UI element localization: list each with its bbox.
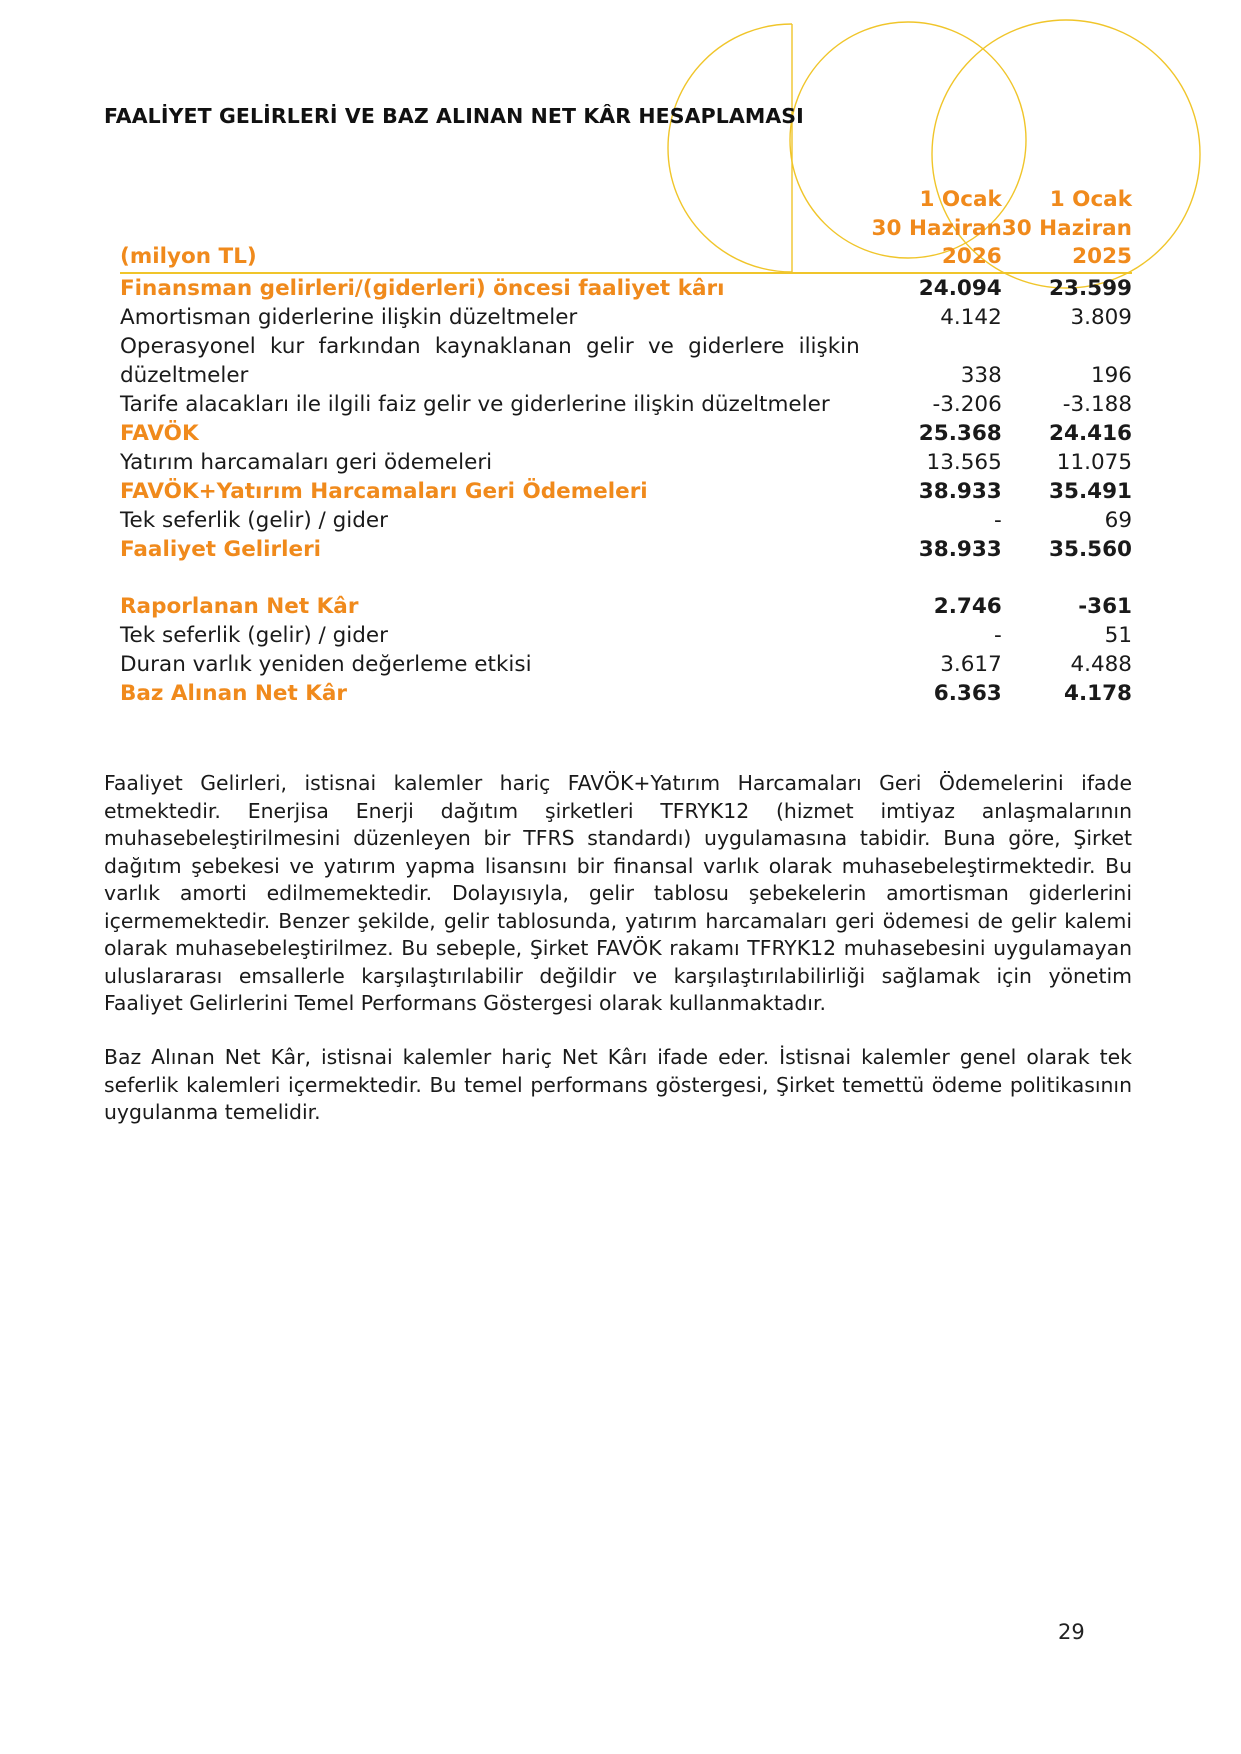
row-value-2025: 23.599 bbox=[1049, 275, 1132, 301]
row-value-2025: -361 bbox=[1078, 593, 1132, 619]
row-label: Faaliyet Gelirleri bbox=[120, 536, 322, 562]
row-value-2025: 35.560 bbox=[1049, 536, 1132, 562]
row-value-2026: 24.094 bbox=[918, 275, 1002, 301]
row-value-2026: -3.206 bbox=[932, 391, 1002, 417]
row-label: Duran varlık yeniden değerleme etkisi bbox=[120, 651, 532, 677]
table-row bbox=[120, 303, 1132, 332]
column-header-2026: 1 Ocak 30 Haziran 2026 bbox=[860, 186, 1002, 273]
row-value-2025: 51 bbox=[1104, 622, 1132, 648]
financial-table bbox=[120, 186, 1132, 708]
row-label: Operasyonel kur farkından kaynaklanan gelir ve giderlere ilişkin düzeltmeler bbox=[120, 333, 860, 388]
page-number: 29 bbox=[1058, 1620, 1085, 1644]
row-value-2026: 3.617 bbox=[940, 651, 1002, 677]
row-value-2026: 13.565 bbox=[926, 449, 1002, 475]
row-label: FAVÖK bbox=[120, 420, 199, 446]
row-value-2025: 4.178 bbox=[1063, 680, 1132, 706]
row-label: Tek seferlik (gelir) / gider bbox=[120, 622, 388, 648]
row-value-2025: 3.809 bbox=[1070, 304, 1132, 330]
table-row bbox=[120, 390, 1132, 419]
column-header-2025: 1 Ocak 30 Haziran 2025 bbox=[1002, 186, 1132, 273]
table-spacer-row bbox=[120, 564, 1132, 592]
row-value-2025: 24.416 bbox=[1049, 420, 1132, 446]
table-row bbox=[120, 419, 1132, 448]
row-value-2025: 11.075 bbox=[1056, 449, 1132, 475]
explanation-paragraph-operating-income: Faaliyet Gelirleri, istisnai kalemler hariç FAVÖK+Yatırım Harcamaları Geri Ödemelerini ifade etmektedir. Enerjisa Enerji dağıtım şirketleri TFRYK12 (hizmet imtiyaz anlaşmalarının muhasebeleştirilmesini düzenleyen bir TFRS standardı) uygulamasına tabidir. Buna göre, Şirket dağıtım şebekesi ve yatırım yapma lisansını bir finansal varlık olarak muhasebeleştirmektedir. Bu varlık amorti edilmemektedir. Dolayısıyla, gelir tablosu şebekelerin amortisman giderlerini içermemektedir. Benzer şekilde, gelir tablosunda, yatırım harcamaları geri ödemesi de gelir kalemi olarak muhasebeleştirilmez. Bu sebeple, Şirket FAVÖK rakamı TFRYK12 muhasebesini uygulamayan uluslararası emsallerle karşılaştırılabilir değildir ve karşılaştırılabilirliği sağlamak için yönetim Faaliyet Gelirlerini Temel Performans Göstergesi olarak kullanmaktadır. bbox=[104, 771, 1132, 1015]
row-value-2026: 25.368 bbox=[918, 420, 1002, 446]
table-row bbox=[120, 679, 1132, 708]
page-title: FAALİYET GELİRLERİ VE BAZ ALINAN NET KÂR HESAPLAMASI bbox=[104, 104, 804, 128]
row-label: FAVÖK+Yatırım Harcamaları Geri Ödemeleri bbox=[120, 478, 648, 504]
table-row bbox=[120, 621, 1132, 650]
row-value-2025: 69 bbox=[1104, 507, 1132, 533]
row-value-2026: 38.933 bbox=[918, 478, 1002, 504]
row-label: Finansman gelirleri/(giderleri) öncesi faaliyet kârı bbox=[120, 275, 725, 301]
table-header-row bbox=[120, 186, 1132, 273]
row-label: Raporlanan Net Kâr bbox=[120, 593, 359, 619]
table-row bbox=[120, 477, 1132, 506]
table-row bbox=[120, 592, 1132, 621]
row-value-2026: - bbox=[994, 507, 1002, 533]
row-value-2025: 196 bbox=[1090, 362, 1132, 388]
row-value-2025: 4.488 bbox=[1070, 651, 1132, 677]
row-value-2026: 4.142 bbox=[940, 304, 1002, 330]
row-label: Tarife alacakları ile ilgili faiz gelir ve giderlerine ilişkin düzeltmeler bbox=[120, 391, 830, 417]
unit-label: (milyon TL) bbox=[120, 186, 860, 273]
row-value-2026: 38.933 bbox=[918, 536, 1002, 562]
row-label: Baz Alınan Net Kâr bbox=[120, 680, 347, 706]
table-row bbox=[120, 506, 1132, 535]
table-row bbox=[120, 535, 1132, 564]
table-row bbox=[120, 448, 1132, 477]
row-value-2026: 6.363 bbox=[933, 680, 1002, 706]
row-label: Amortisman giderlerine ilişkin düzeltmeler bbox=[120, 304, 578, 330]
row-value-2025: -3.188 bbox=[1062, 391, 1132, 417]
explanation-paragraph-base-net-profit: Baz Alınan Net Kâr, istisnai kalemler hariç Net Kârı ifade eder. İstisnai kalemler genel olarak tek seferlik kalemleri içermektedir. Bu temel performans göstergesi, Şirket temettü ödeme politikasının uygulanma temelidir. bbox=[104, 1045, 1132, 1124]
table-row bbox=[120, 273, 1132, 303]
row-label: Yatırım harcamaları geri ödemeleri bbox=[120, 449, 493, 475]
table-row bbox=[120, 332, 1132, 390]
row-value-2025: 35.491 bbox=[1049, 478, 1132, 504]
table-row bbox=[120, 650, 1132, 679]
row-label: Tek seferlik (gelir) / gider bbox=[120, 507, 388, 533]
row-value-2026: 2.746 bbox=[933, 593, 1002, 619]
row-value-2026: - bbox=[994, 622, 1002, 648]
row-value-2026: 338 bbox=[960, 362, 1002, 388]
